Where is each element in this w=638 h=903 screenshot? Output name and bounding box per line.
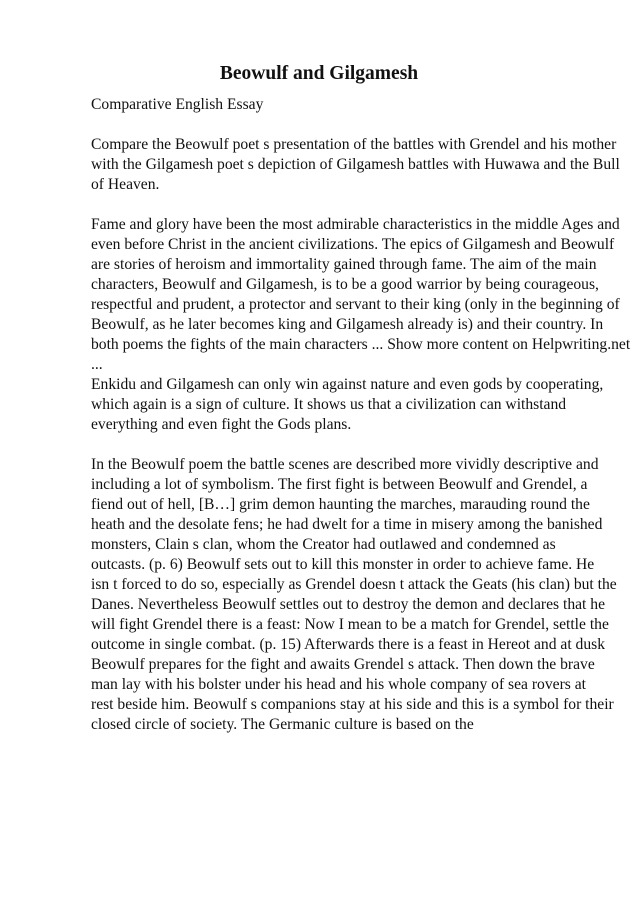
text-line: of Heaven.	[91, 176, 160, 193]
text-line: rest beside him. Beowulf s companions stay at his side and this is a symbol for their	[91, 696, 614, 713]
paragraph-gap	[91, 435, 601, 455]
text-line: Fame and glory have been the most admirable characteristics in the middle Ages and	[91, 216, 620, 233]
document-title: Beowulf and Gilgamesh	[219, 63, 419, 84]
text-line: Enkidu and Gilgamesh can only win against nature and even gods by cooperating,	[91, 376, 604, 393]
paragraph-gap	[91, 115, 601, 135]
text-line: monsters, Clain s clan, whom the Creator had outlawed and condemned as	[91, 536, 556, 553]
text-line: which again is a sign of culture. It shows us that a civilization can withstand	[91, 396, 567, 413]
paragraph-1	[91, 135, 620, 195]
text-line: heath and the desolate fens; he had dwelt for a time in misery among the banished	[91, 516, 603, 533]
text-line: will fight Grendel there is a feast: Now I mean to be a match for Grendel, settle the	[91, 616, 609, 633]
text-line: respectful and prudent, a protector and servant to their king (only in the beginning of	[91, 296, 620, 313]
text-line: Beowulf prepares for the fight and awaits Grendel s attack. Then down the brave	[91, 656, 595, 673]
paragraph-2	[91, 215, 631, 435]
document-subtitle: Comparative English Essay	[91, 96, 264, 113]
text-line: even before Christ in the ancient civilizations. The epics of Gilgamesh and Beowulf	[91, 236, 615, 253]
text-line: In the Beowulf poem the battle scenes are described more vividly descriptive and	[91, 456, 599, 473]
text-line: Beowulf, as he later becomes king and Gilgamesh already is) and their country. In	[91, 316, 604, 333]
text-line: Compare the Beowulf poet s presentation of the battles with Grendel and his mother	[91, 136, 617, 153]
paragraph-gap	[91, 195, 601, 215]
text-line: outcasts. (p. 6) Beowulf sets out to kill this monster in order to achieve fame. He	[91, 556, 595, 573]
text-line: everything and even fight the Gods plans.	[91, 416, 352, 433]
text-line: characters, Beowulf and Gilgamesh, is to be a good warrior by being courageous,	[91, 276, 599, 293]
document-body	[91, 95, 631, 735]
text-line: fiend out of hell, [B…] grim demon haunting the marches, marauding round the	[91, 496, 590, 513]
text-line: isn t forced to do so, especially as Grendel doesn t attack the Geats (his clan) but the	[91, 576, 617, 593]
text-line: man lay with his bolster under his head and his whole company of sea rovers at	[91, 676, 586, 693]
text-line: including a lot of symbolism. The first fight is between Beowulf and Grendel, a	[91, 476, 588, 493]
text-line: ...	[91, 356, 103, 373]
text-line: outcome in single combat. (p. 15) Afterwards there is a feast in Hereot and at dusk	[91, 636, 606, 653]
text-line: both poems the fights of the main characters ... Show more content on Helpwriting.net	[91, 336, 631, 353]
text-line: are stories of heroism and immortality gained through fame. The aim of the main	[91, 256, 597, 273]
text-line: closed circle of society. The Germanic culture is based on the	[91, 716, 474, 733]
paragraph-3	[91, 455, 617, 735]
text-line: Danes. Nevertheless Beowulf settles out to destroy the demon and declares that he	[91, 596, 606, 613]
text-line: with the Gilgamesh poet s depiction of Gilgamesh battles with Huwawa and the Bull	[91, 156, 620, 173]
